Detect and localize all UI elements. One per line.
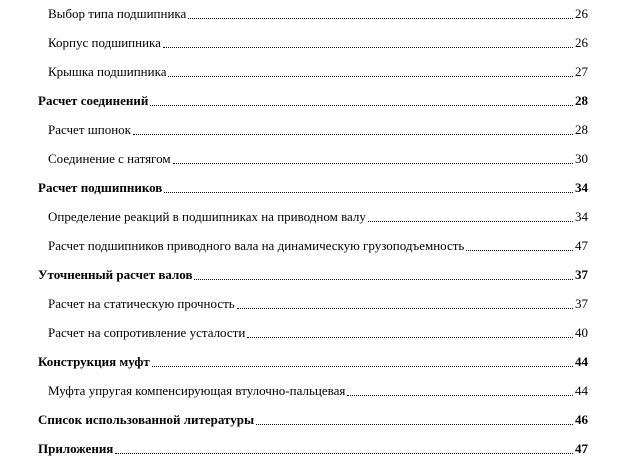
toc-dot-leader bbox=[237, 308, 573, 309]
toc-dot-leader bbox=[466, 250, 573, 251]
toc-entry-page: 30 bbox=[575, 151, 588, 166]
toc-entry-page: 34 bbox=[575, 180, 588, 195]
toc-entry-dynamic-load[interactable] bbox=[48, 234, 588, 254]
toc-dot-leader bbox=[247, 337, 573, 338]
toc-entry-title: Муфта упругая компенсирующая втулочно-пальцевая bbox=[48, 383, 346, 398]
toc-entry-title: Корпус подшипника bbox=[48, 35, 161, 50]
toc-entry-title: Список использованной литературы bbox=[38, 412, 255, 427]
toc-entry-title: Уточненный расчет валов bbox=[38, 267, 193, 282]
toc-entry-connections[interactable] bbox=[38, 89, 588, 109]
toc-dot-leader bbox=[164, 192, 573, 193]
toc-entry-bearing-type[interactable] bbox=[48, 2, 588, 22]
toc-dot-leader bbox=[163, 47, 573, 48]
toc-dot-leader bbox=[347, 395, 573, 396]
toc-entry-page: 26 bbox=[575, 6, 588, 21]
toc-dot-leader bbox=[194, 279, 573, 280]
toc-entry-page: 27 bbox=[575, 64, 588, 79]
toc-dot-leader bbox=[115, 453, 573, 454]
toc-entry-bearing-housing[interactable] bbox=[48, 31, 588, 51]
toc-entry-page: 37 bbox=[575, 296, 588, 311]
toc-entry-title: Расчет соединений bbox=[38, 93, 149, 108]
toc-dot-leader bbox=[168, 76, 573, 77]
toc-entry-title: Расчет на сопротивление усталости bbox=[48, 325, 246, 340]
toc-entry-couplings[interactable] bbox=[38, 350, 588, 370]
toc-dot-leader bbox=[188, 18, 573, 19]
toc-entry-fatigue[interactable] bbox=[48, 321, 588, 341]
toc-entry-pin-bush-coupling[interactable] bbox=[48, 379, 588, 399]
toc-entry-appendices[interactable] bbox=[38, 437, 588, 457]
toc-entry-bearings[interactable] bbox=[38, 176, 588, 196]
toc-dot-leader bbox=[150, 105, 573, 106]
toc-entry-page: 44 bbox=[575, 383, 588, 398]
toc-entry-title: Выбор типа подшипника bbox=[48, 6, 187, 21]
toc-entry-title: Расчет шпонок bbox=[48, 122, 131, 137]
toc-entry-page: 37 bbox=[575, 267, 588, 282]
toc-entry-title: Приложения bbox=[38, 441, 114, 456]
toc-entry-page: 40 bbox=[575, 325, 588, 340]
toc-entry-title: Расчет на статическую прочность bbox=[48, 296, 235, 311]
toc-entry-title: Соединение с натягом bbox=[48, 151, 171, 166]
toc-entry-page: 47 bbox=[575, 441, 588, 456]
toc-dot-leader bbox=[173, 163, 573, 164]
toc-entry-title: Крышка подшипника bbox=[48, 64, 167, 79]
toc-entry-static-strength[interactable] bbox=[48, 292, 588, 312]
toc-dot-leader bbox=[256, 424, 573, 425]
toc-entry-interference-fit[interactable] bbox=[48, 147, 588, 167]
toc-entry-page: 26 bbox=[575, 35, 588, 50]
toc-entry-bearing-cover[interactable] bbox=[48, 60, 588, 80]
toc-entry-page: 46 bbox=[575, 412, 588, 427]
toc-entry-references[interactable] bbox=[38, 408, 588, 428]
toc-entry-title: Определение реакций в подшипниках на приводном валу bbox=[48, 209, 366, 224]
toc-dot-leader bbox=[152, 366, 573, 367]
toc-entry-bearing-reactions[interactable] bbox=[48, 205, 588, 225]
toc-entry-refined-shaft-calc[interactable] bbox=[38, 263, 588, 283]
toc-entry-keys[interactable] bbox=[48, 118, 588, 138]
toc-entry-title: Конструкция муфт bbox=[38, 354, 150, 369]
toc-dot-leader bbox=[368, 221, 573, 222]
toc-dot-leader bbox=[133, 134, 573, 135]
toc-entry-page: 47 bbox=[575, 238, 588, 253]
toc-entry-page: 28 bbox=[575, 122, 588, 137]
toc-entry-page: 44 bbox=[575, 354, 588, 369]
toc-entry-title: Расчет подшипников bbox=[38, 180, 163, 195]
toc-entry-page: 34 bbox=[575, 209, 588, 224]
toc-entry-page: 28 bbox=[575, 93, 588, 108]
toc-entry-title: Расчет подшипников приводного вала на динамическую грузоподъемность bbox=[48, 238, 465, 253]
